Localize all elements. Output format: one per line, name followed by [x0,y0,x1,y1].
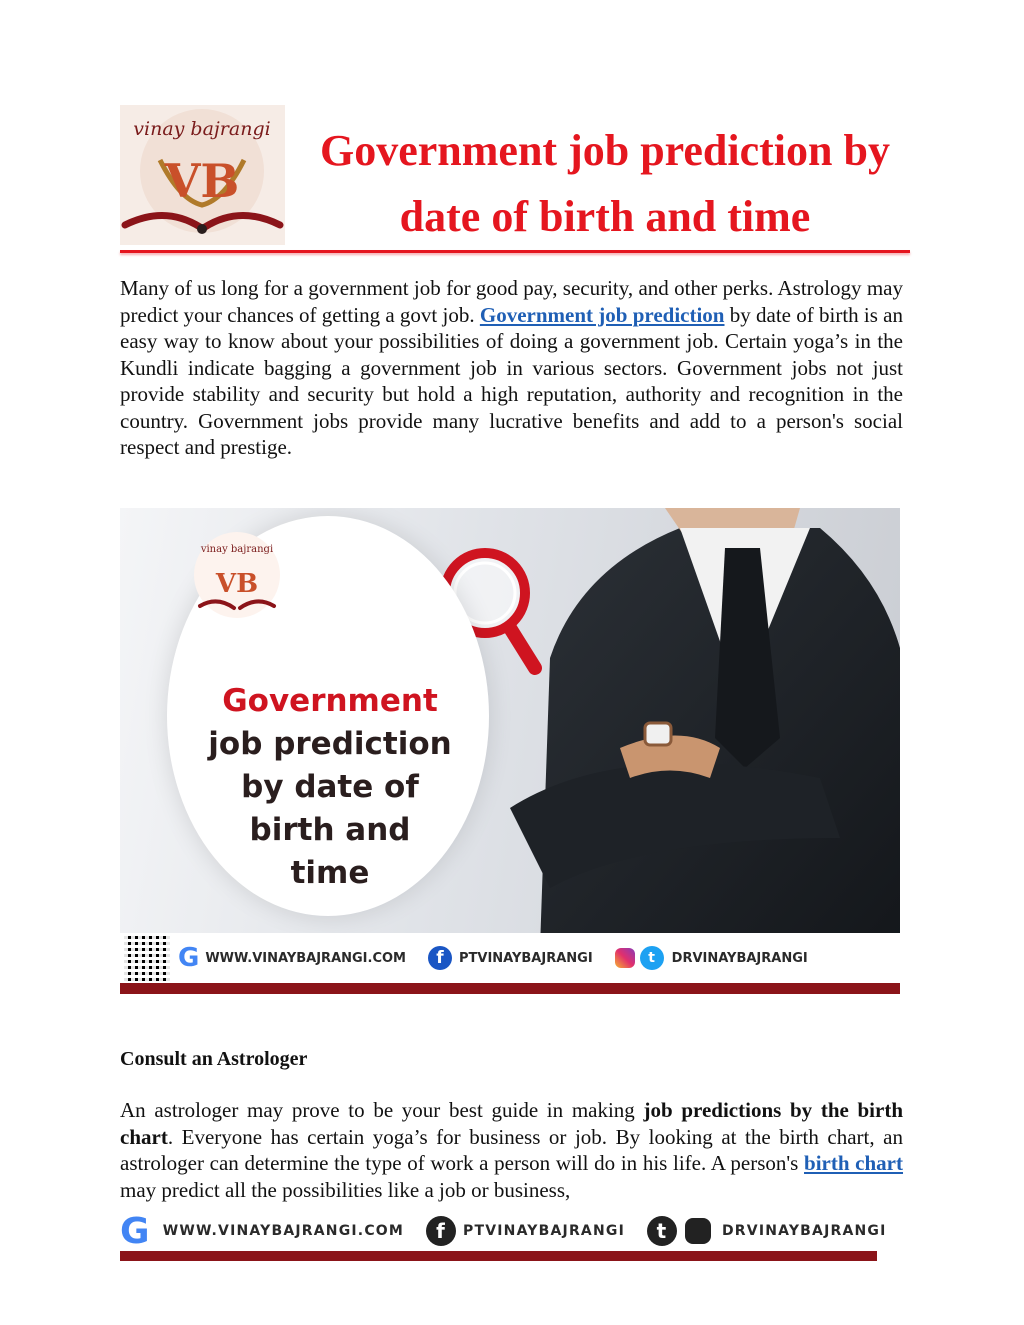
instagram-icon [615,948,635,968]
consult-bold-text: job predictions by the birth chart [120,1098,904,1149]
intro-text-1: Many of us long for a government job for good pay, security, and other perks. Astrology may predict your chances of getting a govt job. [120,276,903,327]
footer-stripe [120,1251,877,1261]
intro-paragraph [120,275,903,461]
banner-stripe [120,983,900,994]
page-footer [120,1210,887,1252]
banner-heading-line-3: by date of [241,769,419,805]
footer-facebook-text: PTVINAYBAJRANGI [463,1223,625,1239]
svg-text:vinay bajrangi: vinay bajrangi [133,118,271,140]
footer-facebook [426,1216,625,1246]
section-heading: Consult an Astrologer [120,1048,308,1070]
banner-contact-bar [120,933,900,983]
footer-twitter-instagram [647,1216,887,1246]
svg-text:vinay bajrangi: vinay bajrangi [200,544,274,555]
instagram-icon [685,1218,711,1244]
page-title: Government job prediction by date of birth and time [320,126,890,241]
banner-logo [192,530,282,620]
intro-text-2: by date of birth is an easy way to know about your possibilities of doing a government job. Certain yoga’s in the Kundli indicate bagging a government job in various sectors. Government jobs not just provide stability and security but hold a high reputation, authority and recognition in the country. Government jobs provide many lucrative benefits and add to a person's social respect and prestige. [120,302,903,459]
vinay-bajrangi-logo [120,105,285,245]
banner-website-text: WWW.VINAYBAJRANGI.COM [205,950,406,966]
government-job-prediction-link[interactable]: Government job prediction [479,302,725,327]
facebook-icon: f [426,1216,456,1246]
google-icon: G [120,1210,151,1252]
google-icon: G [178,943,200,973]
banner-facebook [428,946,593,970]
banner-website [178,943,406,973]
consult-text-3: may predict all the possibilities like a job or business, [120,1177,571,1202]
banner-heading-line-5: time [290,855,370,891]
footer-handle-text: DRVINAYBAJRANGI [721,1223,887,1239]
banner-heading-line-4: birth and [249,812,411,848]
footer-website [120,1211,404,1252]
twitter-icon: t [640,946,664,970]
footer-website-text: WWW.VINAYBAJRANGI.COM [162,1223,405,1239]
birth-chart-link[interactable]: birth chart [804,1151,904,1175]
banner-handle-text: DRVINAYBAJRANGI [671,950,808,966]
banner-heading-line-1: Government [222,683,438,719]
svg-text:VB: VB [215,569,259,599]
qr-code-icon [124,935,170,981]
svg-text:VB: VB [164,154,240,208]
banner-instagram-twitter [615,946,808,970]
consult-text-2: . Everyone has certain yoga’s for business or job. By looking at the birth chart, an astrologer can determine the type of work a person will do in his life. A person's [120,1124,903,1175]
twitter-icon: t [647,1216,677,1246]
banner-heading [170,680,490,895]
facebook-icon: f [428,946,452,970]
banner-heading-line-2: job prediction [208,726,452,762]
consult-text-1: An astrologer may prove to be your best guide in making [120,1098,644,1122]
article-banner-image [120,508,900,994]
consult-paragraph [120,1097,903,1203]
banner-facebook-text: PTVINAYBAJRANGI [458,950,593,966]
title-underline [120,250,910,253]
